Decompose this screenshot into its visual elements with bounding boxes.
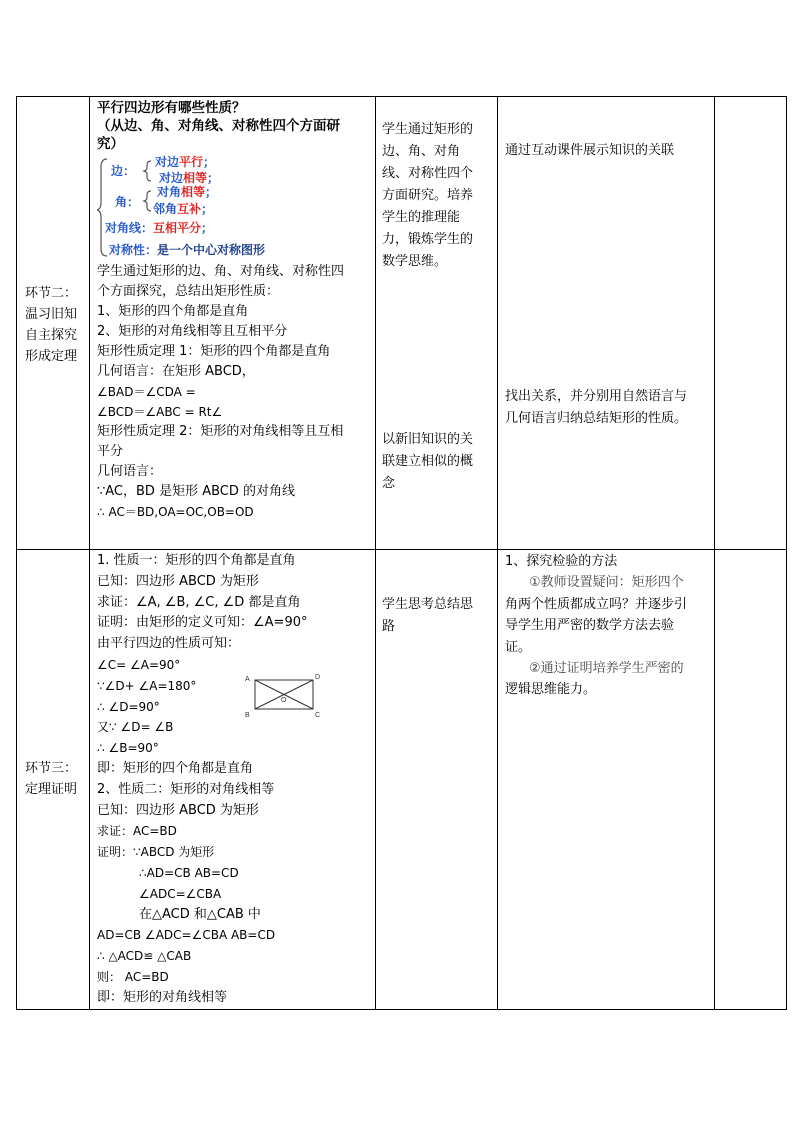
properties-diagram xyxy=(97,155,317,261)
diagonal-property: 对角线：互相平分； xyxy=(105,221,214,235)
intent-line: 找出关系，并分别用自然语言与 xyxy=(505,389,688,404)
student-line: 线、对称性四个 xyxy=(382,166,474,181)
proof-line: ∴AD=CB AB=CD xyxy=(139,865,239,880)
content-line: ∠BCD＝∠ABC = Rt∠ xyxy=(97,405,223,419)
proof-line: 已知：四边形 ABCD 为矩形 xyxy=(97,573,259,589)
symmetry-property: 对称性：是一个中心对称图形 xyxy=(109,243,266,257)
content-line: 平分 xyxy=(97,444,124,459)
side-label: 边： xyxy=(111,164,136,178)
stage-3-student-cell xyxy=(376,550,498,1010)
student-line: 路 xyxy=(382,619,396,634)
student-line: 数学思维。 xyxy=(382,254,448,269)
design-intent-2 xyxy=(505,386,687,430)
content-line: 矩形性质定理 1：矩形的四个角都是直角 xyxy=(97,344,331,359)
side-property-1: 对边平行； xyxy=(155,155,216,169)
student-activity-3 xyxy=(382,594,473,638)
student-line: 学生通过矩形的 xyxy=(382,122,474,137)
content-line: 2、矩形的对角线相等且互相平分 xyxy=(97,324,288,339)
stage-2-notes-cell xyxy=(715,97,787,550)
student-activity-2 xyxy=(382,429,473,495)
proof-line: 证明：∵ABCD 为矩形 xyxy=(97,845,215,860)
proof-line: ∴ ∠B=90° xyxy=(97,741,159,756)
content-line: ∴ AC＝BD,OA=OC,OB=OD xyxy=(97,505,254,519)
angle-property-1: 对角相等； xyxy=(157,185,218,199)
proof-line: 在△ACD 和△CAB 中 xyxy=(139,906,261,922)
angle-label: 角： xyxy=(115,195,140,209)
stage-2-row xyxy=(17,97,787,550)
vertex-c-label: C xyxy=(315,712,321,719)
intent-line: 1、探究检验的方法 xyxy=(505,554,618,569)
vertex-a-label: A xyxy=(245,676,250,683)
side-property-2: 对边相等； xyxy=(159,171,220,185)
stage-label-line: 定理证明 xyxy=(25,782,78,797)
proof-line: 则： AC=BD xyxy=(97,969,169,984)
student-line: 学生的推理能 xyxy=(382,210,461,225)
angle-property-2: 邻角互补； xyxy=(153,202,214,216)
stage-2-intent-cell xyxy=(498,97,715,550)
stage-3-content-cell xyxy=(90,550,376,1010)
stage-2-text xyxy=(97,262,375,522)
student-line: 以新旧知识的关 xyxy=(382,432,474,447)
content-line: ∠BAD＝∠CDA = xyxy=(97,385,196,399)
proof-line: ∴ △ACD≌ △CAB xyxy=(97,949,192,964)
proof-line: 求证：AC=BD xyxy=(97,824,177,839)
stage-2-label xyxy=(25,283,85,367)
content-line: 1、矩形的四个角都是直角 xyxy=(97,304,249,319)
lesson-plan-table xyxy=(16,96,787,1010)
proof-line: 已知：四边形 ABCD 为矩形 xyxy=(97,802,259,818)
student-line: 力，锻炼学生的 xyxy=(382,232,474,247)
content-line: 矩形性质定理 2：矩形的对角线相等且互相 xyxy=(97,424,344,439)
question-subtitle: 究） xyxy=(97,136,124,152)
intent-line: 证。 xyxy=(505,639,532,655)
design-intent-3 xyxy=(498,550,714,701)
stage-label-line: 环节三： xyxy=(25,761,78,776)
proof-line: ∠C= ∠A=90° xyxy=(97,657,181,672)
vertex-d-label: D xyxy=(315,674,321,681)
proof-line: 即：矩形的四个角都是直角 xyxy=(97,760,254,776)
stage-label-line: 自主探究 xyxy=(25,328,78,343)
stage-2-content-cell xyxy=(90,97,376,550)
stage-2-label-cell xyxy=(17,97,90,550)
student-line: 联建立相似的概 xyxy=(382,454,474,469)
intent-line: 几何语言归纳总结矩形的性质。 xyxy=(505,411,688,426)
stage-3-label xyxy=(25,758,85,800)
content-line: 几何语言： xyxy=(97,464,163,479)
stage-2-student-cell xyxy=(376,97,498,550)
student-line: 方面研究。培养 xyxy=(382,188,474,203)
content-line: 个方面探究，总结出矩形性质： xyxy=(97,284,280,299)
student-activity-1 xyxy=(382,119,473,273)
proof-text xyxy=(90,550,375,1009)
question-title: 平行四边形有哪些性质？ xyxy=(97,100,246,116)
stage-label-line: 温习旧知 xyxy=(25,307,78,322)
student-line: 学生思考总结思 xyxy=(382,597,474,612)
stage-3-intent-cell xyxy=(498,550,715,1010)
proof-line: 求证：∠A, ∠B, ∠C, ∠D 都是直角 xyxy=(97,594,301,610)
student-line: 念 xyxy=(382,476,396,491)
proof-line: AD=CB ∠ADC=∠CBA AB=CD xyxy=(97,928,276,943)
design-intent-1: 通过互动课件展示知识的关联 xyxy=(505,143,675,158)
proof-line: 即：矩形的对角线相等 xyxy=(97,989,228,1005)
proof-line: ∴ ∠D=90° xyxy=(97,699,160,714)
content-line: ∵AC，BD 是矩形 ABCD 的对角线 xyxy=(97,484,296,499)
vertex-b-label: B xyxy=(245,712,250,719)
stage-3-label-cell xyxy=(17,550,90,1010)
proof-line: 又∵ ∠D= ∠B xyxy=(97,720,174,735)
proof-line: 证明：由矩形的定义可知：∠A=90° xyxy=(97,615,308,631)
center-o-label: O xyxy=(281,697,287,704)
rectangle-figure xyxy=(245,672,325,720)
student-line: 边、角、对角 xyxy=(382,144,461,159)
proof-line: 2、性质二：矩形的对角线相等 xyxy=(97,781,275,797)
content-line: 学生通过矩形的边、角、对角线、对称性四 xyxy=(97,264,345,279)
stage-label-line: 形成定理 xyxy=(25,349,78,364)
proof-line: 1. 性质一：矩形的四个角都是直角 xyxy=(97,553,296,568)
stage-label-line: 环节二： xyxy=(25,286,78,301)
intent-line: ①教师设置疑问：矩形四个 xyxy=(529,575,684,591)
stage-3-row xyxy=(17,550,787,1010)
stage-3-notes-cell xyxy=(715,550,787,1010)
proof-line: ∠ADC=∠CBA xyxy=(139,886,222,901)
intent-line: 角两个性质都成立吗？并逐步引 xyxy=(505,596,688,612)
intent-line: 逻辑思维能力。 xyxy=(505,682,597,698)
intent-line: 导学生用严密的数学方法去验 xyxy=(505,618,675,634)
question-subtitle: （从边、角、对角线、对称性四个方面研 xyxy=(97,118,340,134)
content-line: 几何语言：在矩形 ABCD， xyxy=(97,364,255,379)
proof-line: 由平行四边的性质可知： xyxy=(97,636,241,652)
proof-line: ∵∠D+ ∠A=180° xyxy=(97,678,197,693)
intent-line: ②通过证明培养学生严密的 xyxy=(529,661,684,677)
